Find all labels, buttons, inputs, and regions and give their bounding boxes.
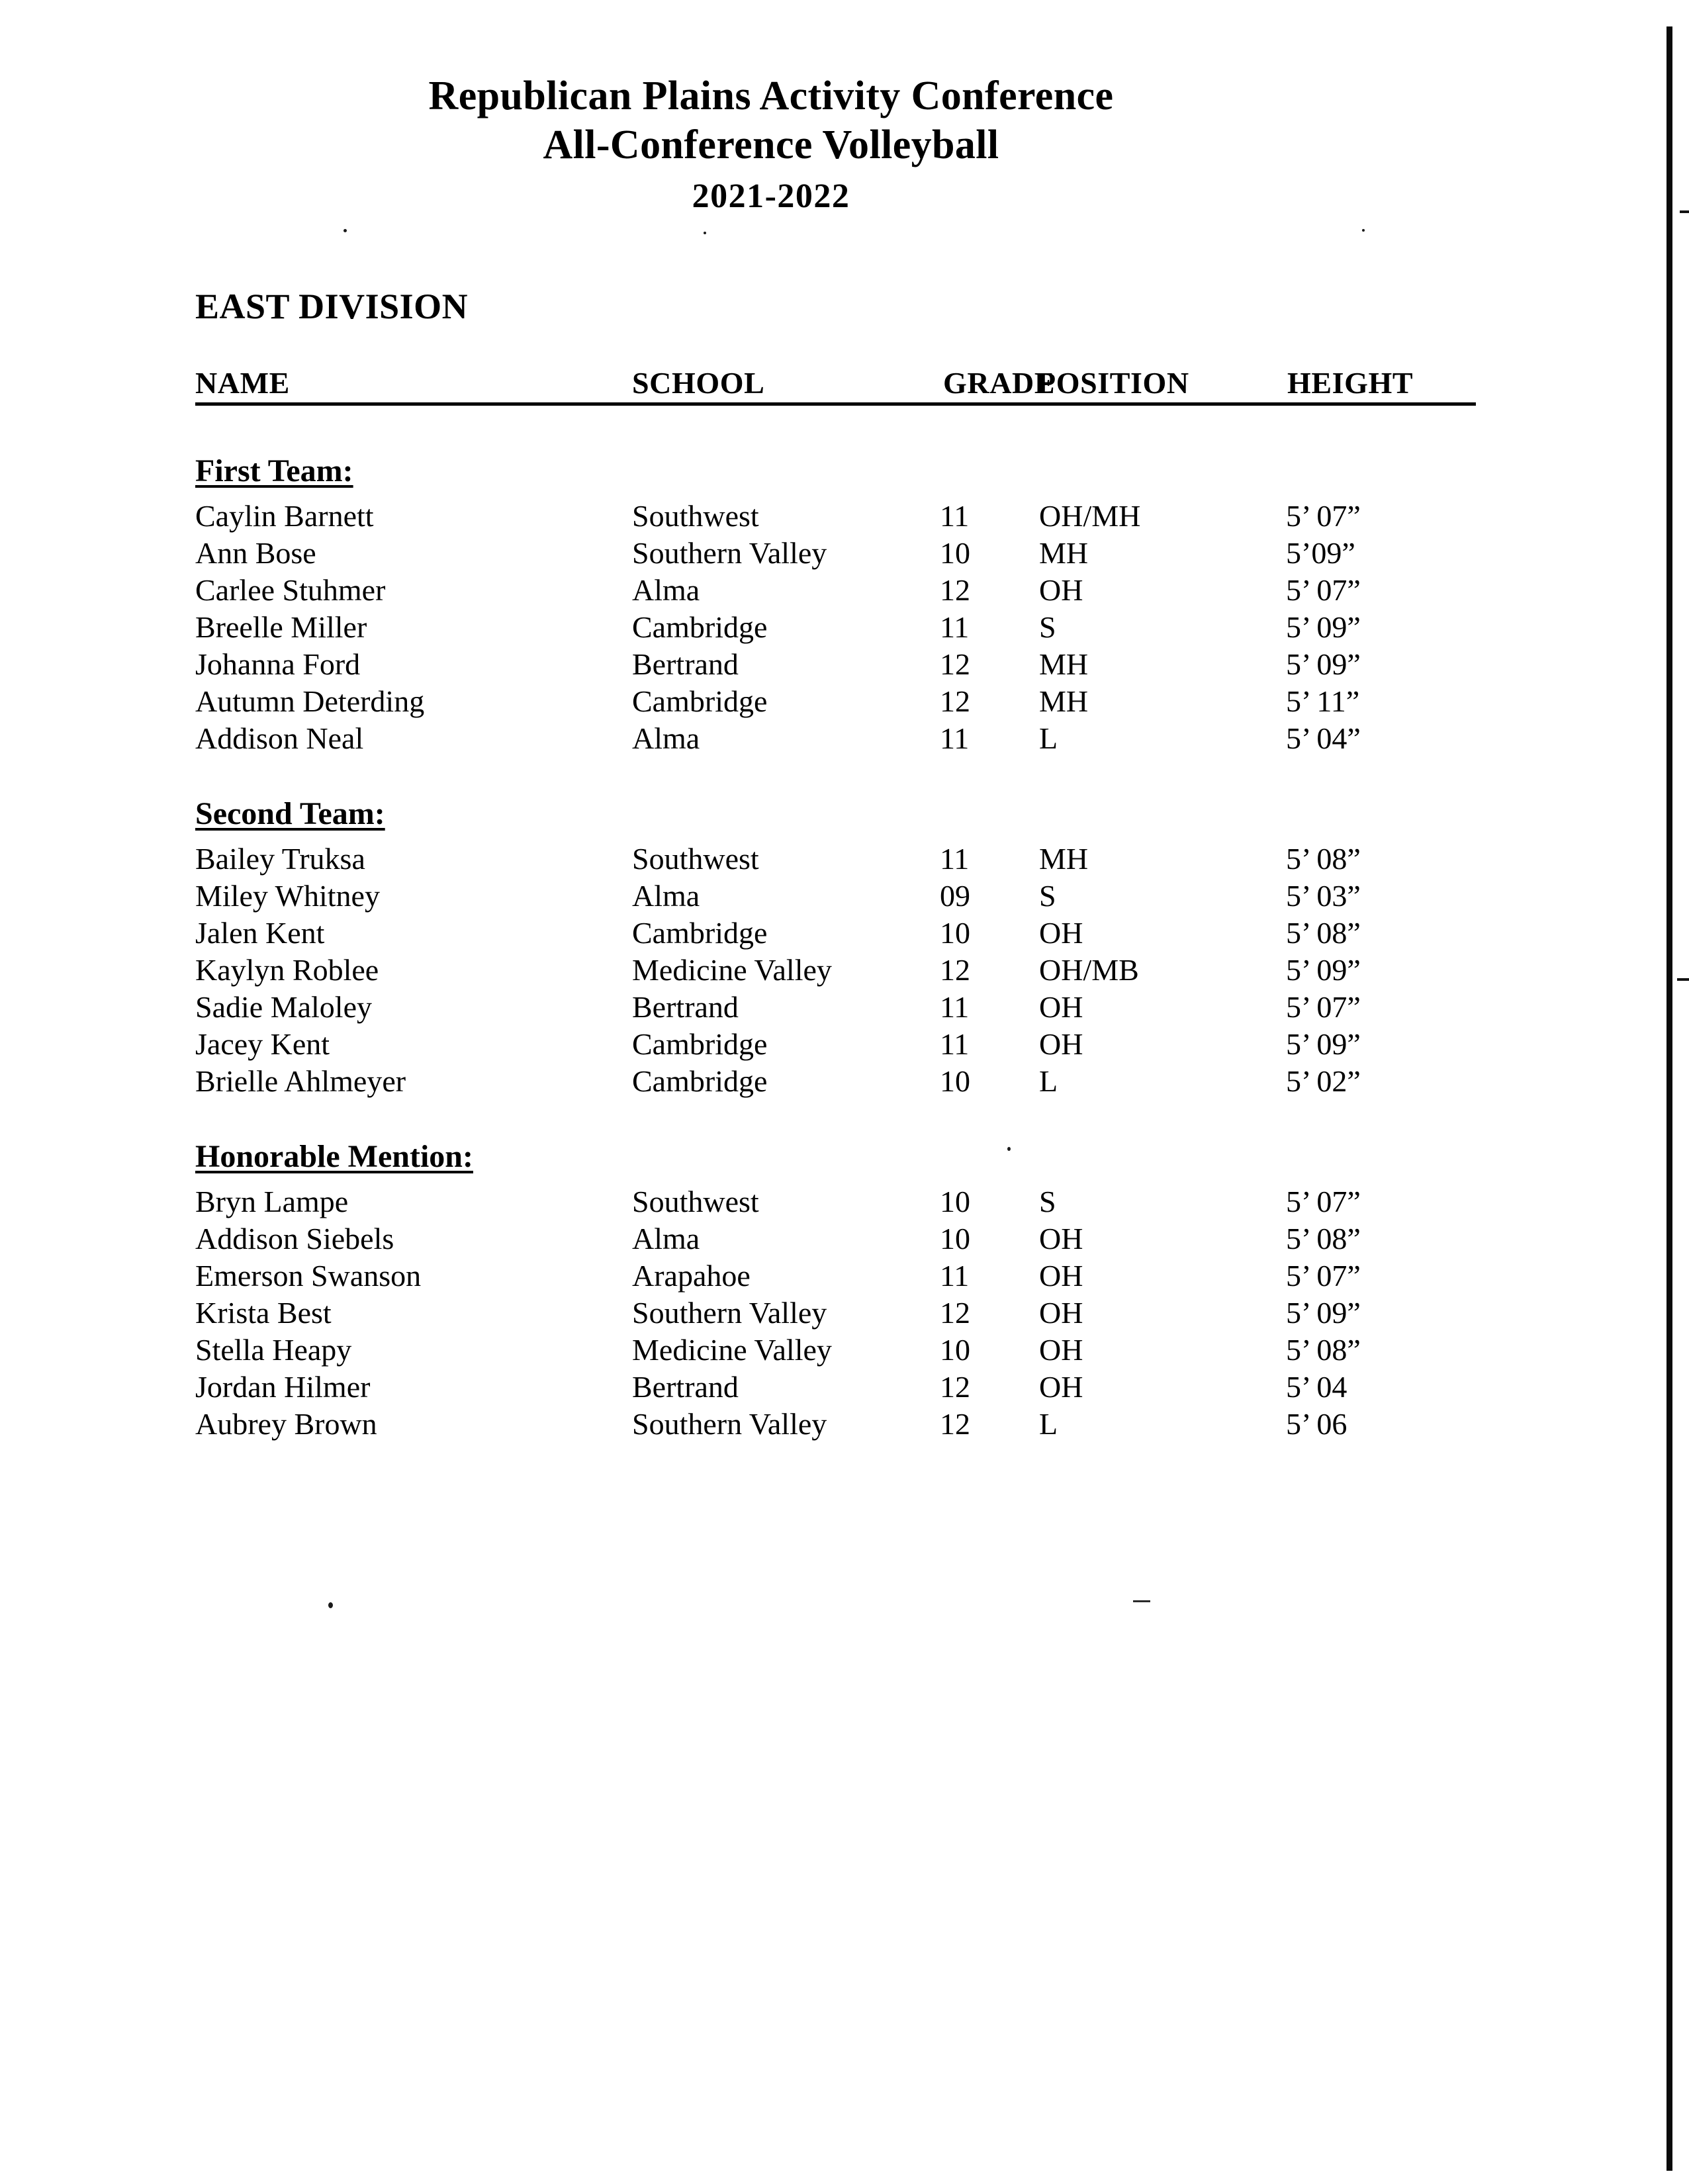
player-school: Southwest (632, 1185, 759, 1218)
player-position: OH (1039, 1370, 1083, 1404)
table-row (195, 1063, 1476, 1100)
player-name: Carlee Stuhmer (195, 573, 386, 607)
player-name: Addison Siebels (195, 1222, 394, 1255)
player-position: OH/MB (1039, 953, 1139, 987)
player-height: 5’ 08” (1286, 916, 1361, 950)
player-position: S (1039, 879, 1056, 913)
player-grade: 12 (940, 953, 970, 987)
player-name: Jalen Kent (195, 916, 325, 950)
player-school: Medicine Valley (632, 1333, 832, 1367)
player-name: Jordan Hilmer (195, 1370, 371, 1404)
all-conference-table (195, 365, 1476, 1443)
player-name: Emerson Swanson (195, 1259, 422, 1293)
column-header-height: HEIGHT (1287, 366, 1414, 400)
table-row (195, 1295, 1476, 1332)
table-header-rule (195, 402, 1476, 406)
player-name: Addison Neal (195, 721, 364, 755)
table-row (195, 720, 1476, 757)
player-name: Stella Heapy (195, 1333, 352, 1367)
player-name: Caylin Barnett (195, 499, 374, 533)
player-school: Medicine Valley (632, 953, 832, 987)
player-school: Cambridge (632, 1027, 768, 1061)
table-row (195, 952, 1476, 989)
player-grade: 10 (940, 1222, 970, 1255)
player-school: Cambridge (632, 610, 768, 644)
table-row (195, 683, 1476, 720)
player-name: Brielle Ahlmeyer (195, 1064, 406, 1098)
player-grade: 12 (940, 573, 970, 607)
player-name: Kaylyn Roblee (195, 953, 379, 987)
table-header-row (195, 365, 1476, 400)
table-row (195, 1026, 1476, 1063)
player-school: Cambridge (632, 1064, 768, 1098)
player-school: Bertrand (632, 647, 739, 681)
team-section (195, 1138, 1476, 1443)
player-school: Alma (632, 1222, 700, 1255)
player-school: Bertrand (632, 1370, 739, 1404)
player-grade: 11 (940, 990, 970, 1024)
player-name: Aubrey Brown (195, 1407, 377, 1441)
player-name: Bailey Truksa (195, 842, 365, 876)
player-grade: 12 (940, 647, 970, 681)
player-school: Southern Valley (632, 536, 827, 570)
player-position: MH (1039, 536, 1089, 570)
player-grade: 10 (940, 1064, 970, 1098)
player-grade: 11 (940, 1027, 970, 1061)
player-position: MH (1039, 684, 1089, 718)
scan-speck-artifact (1362, 229, 1365, 232)
section-title-wrap (195, 453, 1476, 498)
player-grade: 12 (940, 1407, 970, 1441)
player-name: Breelle Miller (195, 610, 367, 644)
player-position: OH (1039, 1222, 1083, 1255)
team-section (195, 453, 1476, 757)
table-row (195, 1257, 1476, 1295)
table-row (195, 609, 1476, 646)
player-height: 5’ 08” (1286, 1333, 1361, 1367)
player-height: 5’ 07” (1286, 1185, 1361, 1218)
table-row (195, 572, 1476, 609)
player-position: L (1039, 1064, 1058, 1098)
player-name: Sadie Maloley (195, 990, 372, 1024)
player-height: 5’ 09” (1286, 953, 1361, 987)
player-grade: 11 (940, 721, 970, 755)
table-row (195, 1406, 1476, 1443)
section-title-wrap (195, 796, 1476, 841)
player-school: Bertrand (632, 990, 739, 1024)
player-grade: 11 (940, 1259, 970, 1293)
player-school: Cambridge (632, 684, 768, 718)
table-row (195, 535, 1476, 572)
player-grade: 10 (940, 1333, 970, 1367)
player-height: 5’ 08” (1286, 842, 1361, 876)
player-name: Bryn Lampe (195, 1185, 349, 1218)
player-height: 5’09” (1286, 536, 1355, 570)
player-school: Southwest (632, 842, 759, 876)
table-row (195, 1183, 1476, 1220)
table-row (195, 989, 1476, 1026)
table-row (195, 1220, 1476, 1257)
player-school: Southern Valley (632, 1407, 827, 1441)
player-school: Southern Valley (632, 1296, 827, 1330)
scan-tick-artifact (1680, 210, 1689, 213)
player-height: 5’ 09” (1286, 647, 1361, 681)
table-row (195, 915, 1476, 952)
player-school: Alma (632, 721, 700, 755)
player-height: 5’ 03” (1286, 879, 1361, 913)
player-height: 5’ 09” (1286, 1296, 1361, 1330)
player-position: OH (1039, 990, 1083, 1024)
player-height: 5’ 02” (1286, 1064, 1361, 1098)
player-position: S (1039, 610, 1056, 644)
player-position: OH (1039, 916, 1083, 950)
column-header-name: NAME (195, 366, 290, 400)
player-grade: 10 (940, 916, 970, 950)
player-name: Jacey Kent (195, 1027, 330, 1061)
column-header-grade: GRADE (943, 366, 1056, 400)
player-height: 5’ 07” (1286, 573, 1361, 607)
player-name: Johanna Ford (195, 647, 361, 681)
section-title: First Team: (195, 453, 353, 488)
player-position: S (1039, 1185, 1056, 1218)
player-position: L (1039, 1407, 1058, 1441)
player-school: Alma (632, 573, 700, 607)
title-line-sport: All-Conference Volleyball (543, 122, 999, 167)
player-height: 5’ 07” (1286, 499, 1361, 533)
column-header-school: SCHOOL (632, 366, 765, 400)
player-height: 5’ 04 (1286, 1370, 1347, 1404)
document-title-block (0, 71, 1542, 217)
table-row (195, 1332, 1476, 1369)
division-heading: EAST DIVISION (195, 287, 469, 326)
player-height: 5’ 08” (1286, 1222, 1361, 1255)
player-name: Ann Bose (195, 536, 316, 570)
table-sections (195, 453, 1476, 1443)
player-position: OH (1039, 573, 1083, 607)
section-spacer (195, 1100, 1476, 1138)
section-title-wrap (195, 1138, 1476, 1183)
player-grade: 10 (940, 536, 970, 570)
player-height: 5’ 07” (1286, 1259, 1361, 1293)
scan-speck-artifact (328, 1602, 333, 1608)
title-line-conference: Republican Plains Activity Conference (428, 73, 1114, 118)
team-section (195, 796, 1476, 1100)
scan-edge-artifact (1666, 26, 1672, 2171)
title-line-season: 2021-2022 (692, 177, 850, 215)
section-title: Second Team: (195, 796, 385, 831)
player-position: MH (1039, 647, 1089, 681)
player-height: 5’ 07” (1286, 990, 1361, 1024)
table-row (195, 841, 1476, 878)
player-grade: 11 (940, 610, 970, 644)
player-height: 5’ 11” (1286, 684, 1360, 718)
player-grade: 10 (940, 1185, 970, 1218)
player-school: Alma (632, 879, 700, 913)
player-position: OH (1039, 1027, 1083, 1061)
scan-tick-artifact (1677, 978, 1689, 981)
player-grade: 12 (940, 684, 970, 718)
player-position: OH (1039, 1333, 1083, 1367)
player-position: OH/MH (1039, 499, 1141, 533)
player-grade: 12 (940, 1296, 970, 1330)
player-height: 5’ 04” (1286, 721, 1361, 755)
table-row (195, 878, 1476, 915)
scan-dash-artifact (1133, 1600, 1150, 1602)
player-grade: 12 (940, 1370, 970, 1404)
player-grade: 11 (940, 842, 970, 876)
table-row (195, 1369, 1476, 1406)
player-height: 5’ 09” (1286, 610, 1361, 644)
player-name: Miley Whitney (195, 879, 380, 913)
player-position: OH (1039, 1296, 1083, 1330)
table-row (195, 646, 1476, 683)
section-spacer (195, 757, 1476, 796)
column-header-position: POSITION (1037, 366, 1189, 400)
player-position: OH (1039, 1259, 1083, 1293)
section-title: Honorable Mention: (195, 1139, 473, 1174)
player-height: 5’ 09” (1286, 1027, 1361, 1061)
player-school: Arapahoe (632, 1259, 751, 1293)
player-school: Cambridge (632, 916, 768, 950)
table-row (195, 498, 1476, 535)
player-name: Autumn Deterding (195, 684, 425, 718)
player-position: L (1039, 721, 1058, 755)
player-position: MH (1039, 842, 1089, 876)
player-school: Southwest (632, 499, 759, 533)
scan-speck-artifact (704, 232, 706, 234)
player-grade: 11 (940, 499, 970, 533)
player-height: 5’ 06 (1286, 1407, 1347, 1441)
player-name: Krista Best (195, 1296, 332, 1330)
scan-speck-artifact (343, 229, 347, 232)
player-grade: 09 (940, 879, 970, 913)
